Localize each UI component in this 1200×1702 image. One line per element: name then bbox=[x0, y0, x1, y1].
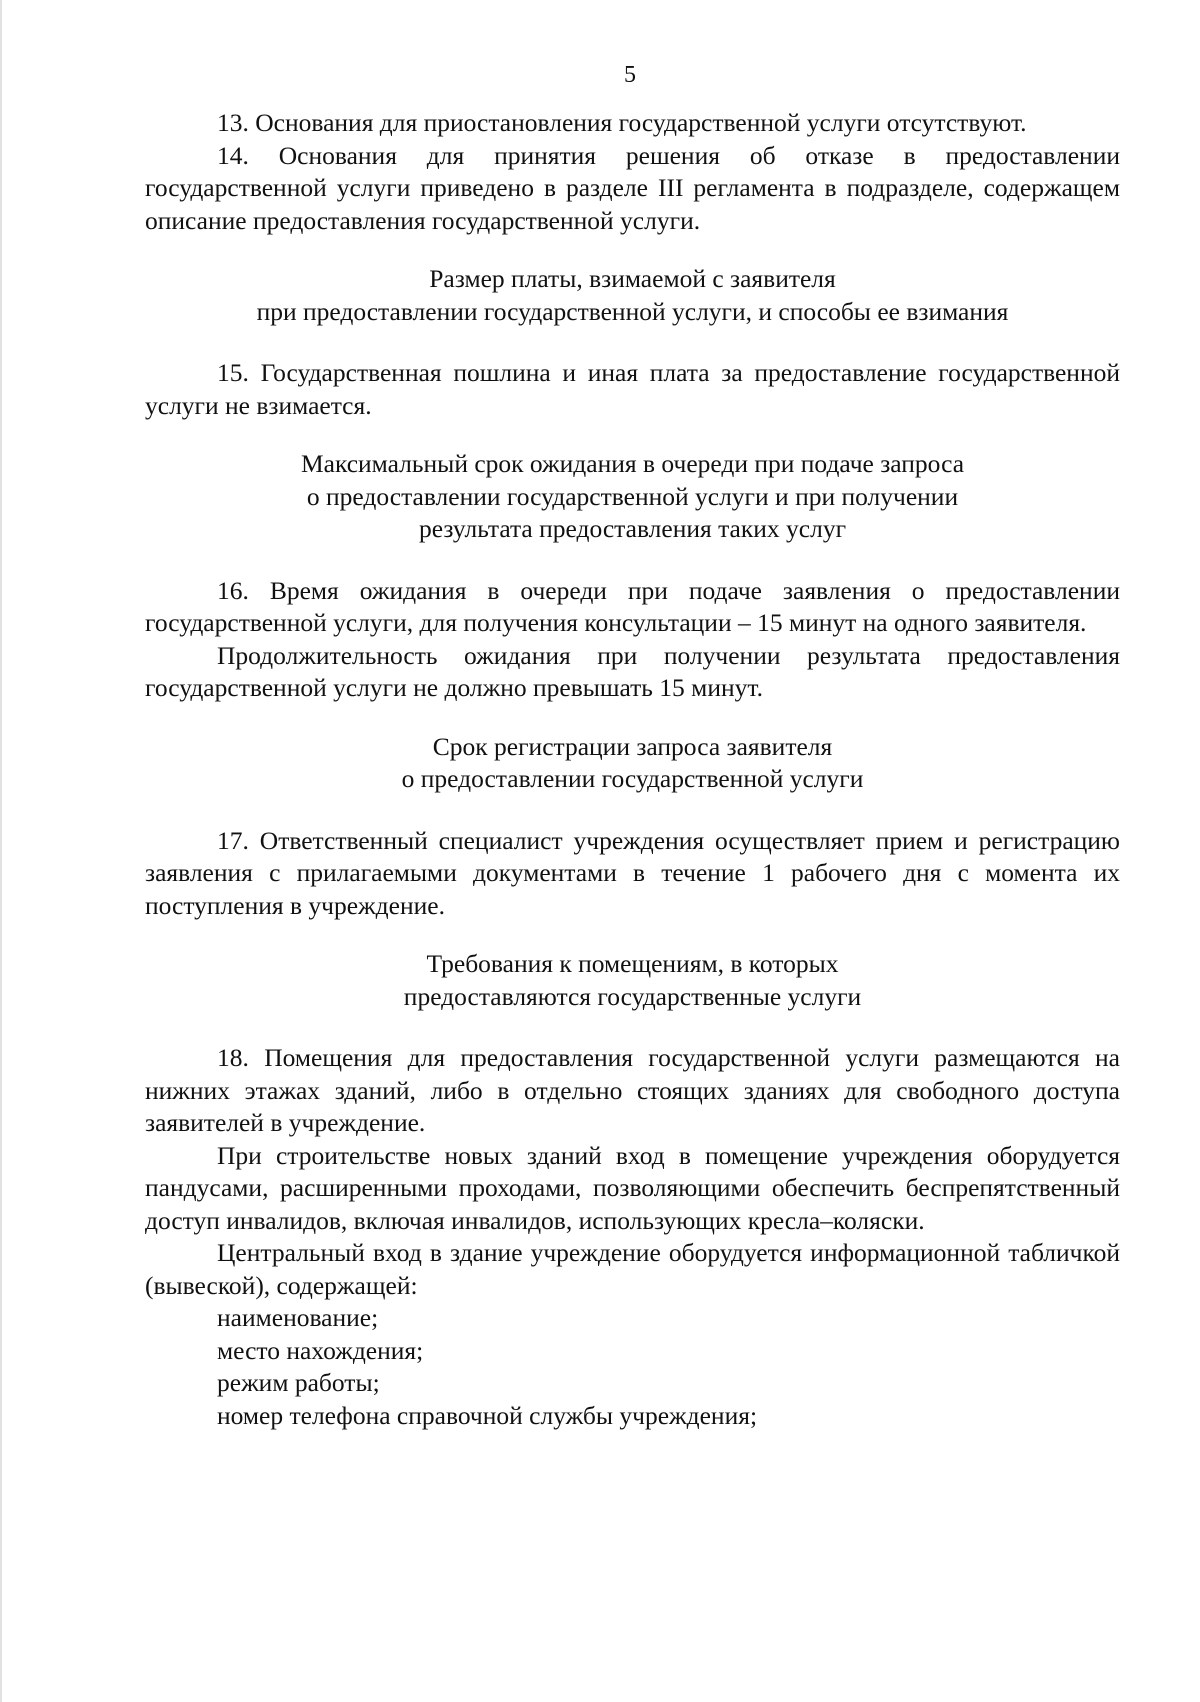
paragraph-16-continued: Продолжительность ожидания при получении результата предоставления государственной услуги не должно превышать 15 минут. bbox=[145, 640, 1120, 702]
paragraph-16: 16. Время ожидания в очереди при подаче заявления о предоставлении государственной услуги, для получения консультации – 15 минут на одного заявителя. bbox=[145, 575, 1120, 637]
section-heading-registration bbox=[145, 731, 1120, 796]
section-heading-waiting-time bbox=[145, 448, 1120, 546]
heading-line: о предоставлении государственной услуги bbox=[401, 764, 864, 793]
section-heading-premises bbox=[145, 948, 1120, 1013]
heading-line: о предоставлении государственной услуги и при получении bbox=[306, 481, 959, 511]
heading-line: Максимальный срок ожидания в очереди при подаче запроса bbox=[300, 449, 965, 478]
heading-line: Размер платы, взимаемой с заявителя bbox=[429, 264, 836, 293]
page-number: 5 bbox=[624, 62, 636, 88]
paragraph-18: 18. Помещения для предоставления государственной услуги размещаются на нижних этажах зданий, либо в отдельно стоящих зданиях для свободного доступа заявителей в учреждение. bbox=[145, 1043, 1120, 1137]
heading-line: при предоставлении государственной услуги, и способы ее взимания bbox=[256, 296, 1009, 326]
document-body bbox=[145, 107, 1120, 1432]
paragraph-13: 13. Основания для приостановления государственной услуги отсутствуют. bbox=[217, 108, 1027, 137]
scan-edge-mark bbox=[0, 0, 2, 1702]
list-item: наименование; bbox=[217, 1303, 379, 1332]
list-item: номер телефона справочной службы учреждения; bbox=[217, 1400, 758, 1430]
heading-line: Требования к помещениям, в которых bbox=[426, 949, 839, 978]
paragraph-18-signage: Центральный вход в здание учреждение оборудуется информационной табличкой (вывеской), содержащей: bbox=[145, 1238, 1120, 1300]
list-item: место нахождения; bbox=[217, 1335, 424, 1365]
paragraph-14: 14. Основания для принятия решения об отказе в предоставлении государственной услуги приведено в разделе III регламента в подразделе, содержащем описание предоставления государственной услуги. bbox=[145, 140, 1120, 235]
paragraph-18-construction: При строительстве новых зданий вход в помещение учреждения оборудуется пандусами, расширенными проходами, позволяющими обеспечить беспрепятственный доступ инвалидов, включая инвалидов, использующих кресла–коляски. bbox=[145, 1140, 1120, 1235]
heading-line: результата предоставления таких услуг bbox=[418, 514, 847, 543]
heading-line: предоставляются государственные услуги bbox=[403, 981, 862, 1011]
section-heading-fee bbox=[145, 263, 1120, 328]
heading-line: Срок регистрации запроса заявителя bbox=[432, 731, 833, 761]
paragraph-17: 17. Ответственный специалист учреждения осуществляет прием и регистрацию заявления с прилагаемыми документами в течение 1 рабочего дня с момента их поступления в учреждение. bbox=[145, 825, 1120, 920]
list-item: режим работы; bbox=[217, 1368, 380, 1397]
paragraph-15: 15. Государственная пошлина и иная плата за предоставление государственной услуги не взимается. bbox=[145, 358, 1120, 420]
